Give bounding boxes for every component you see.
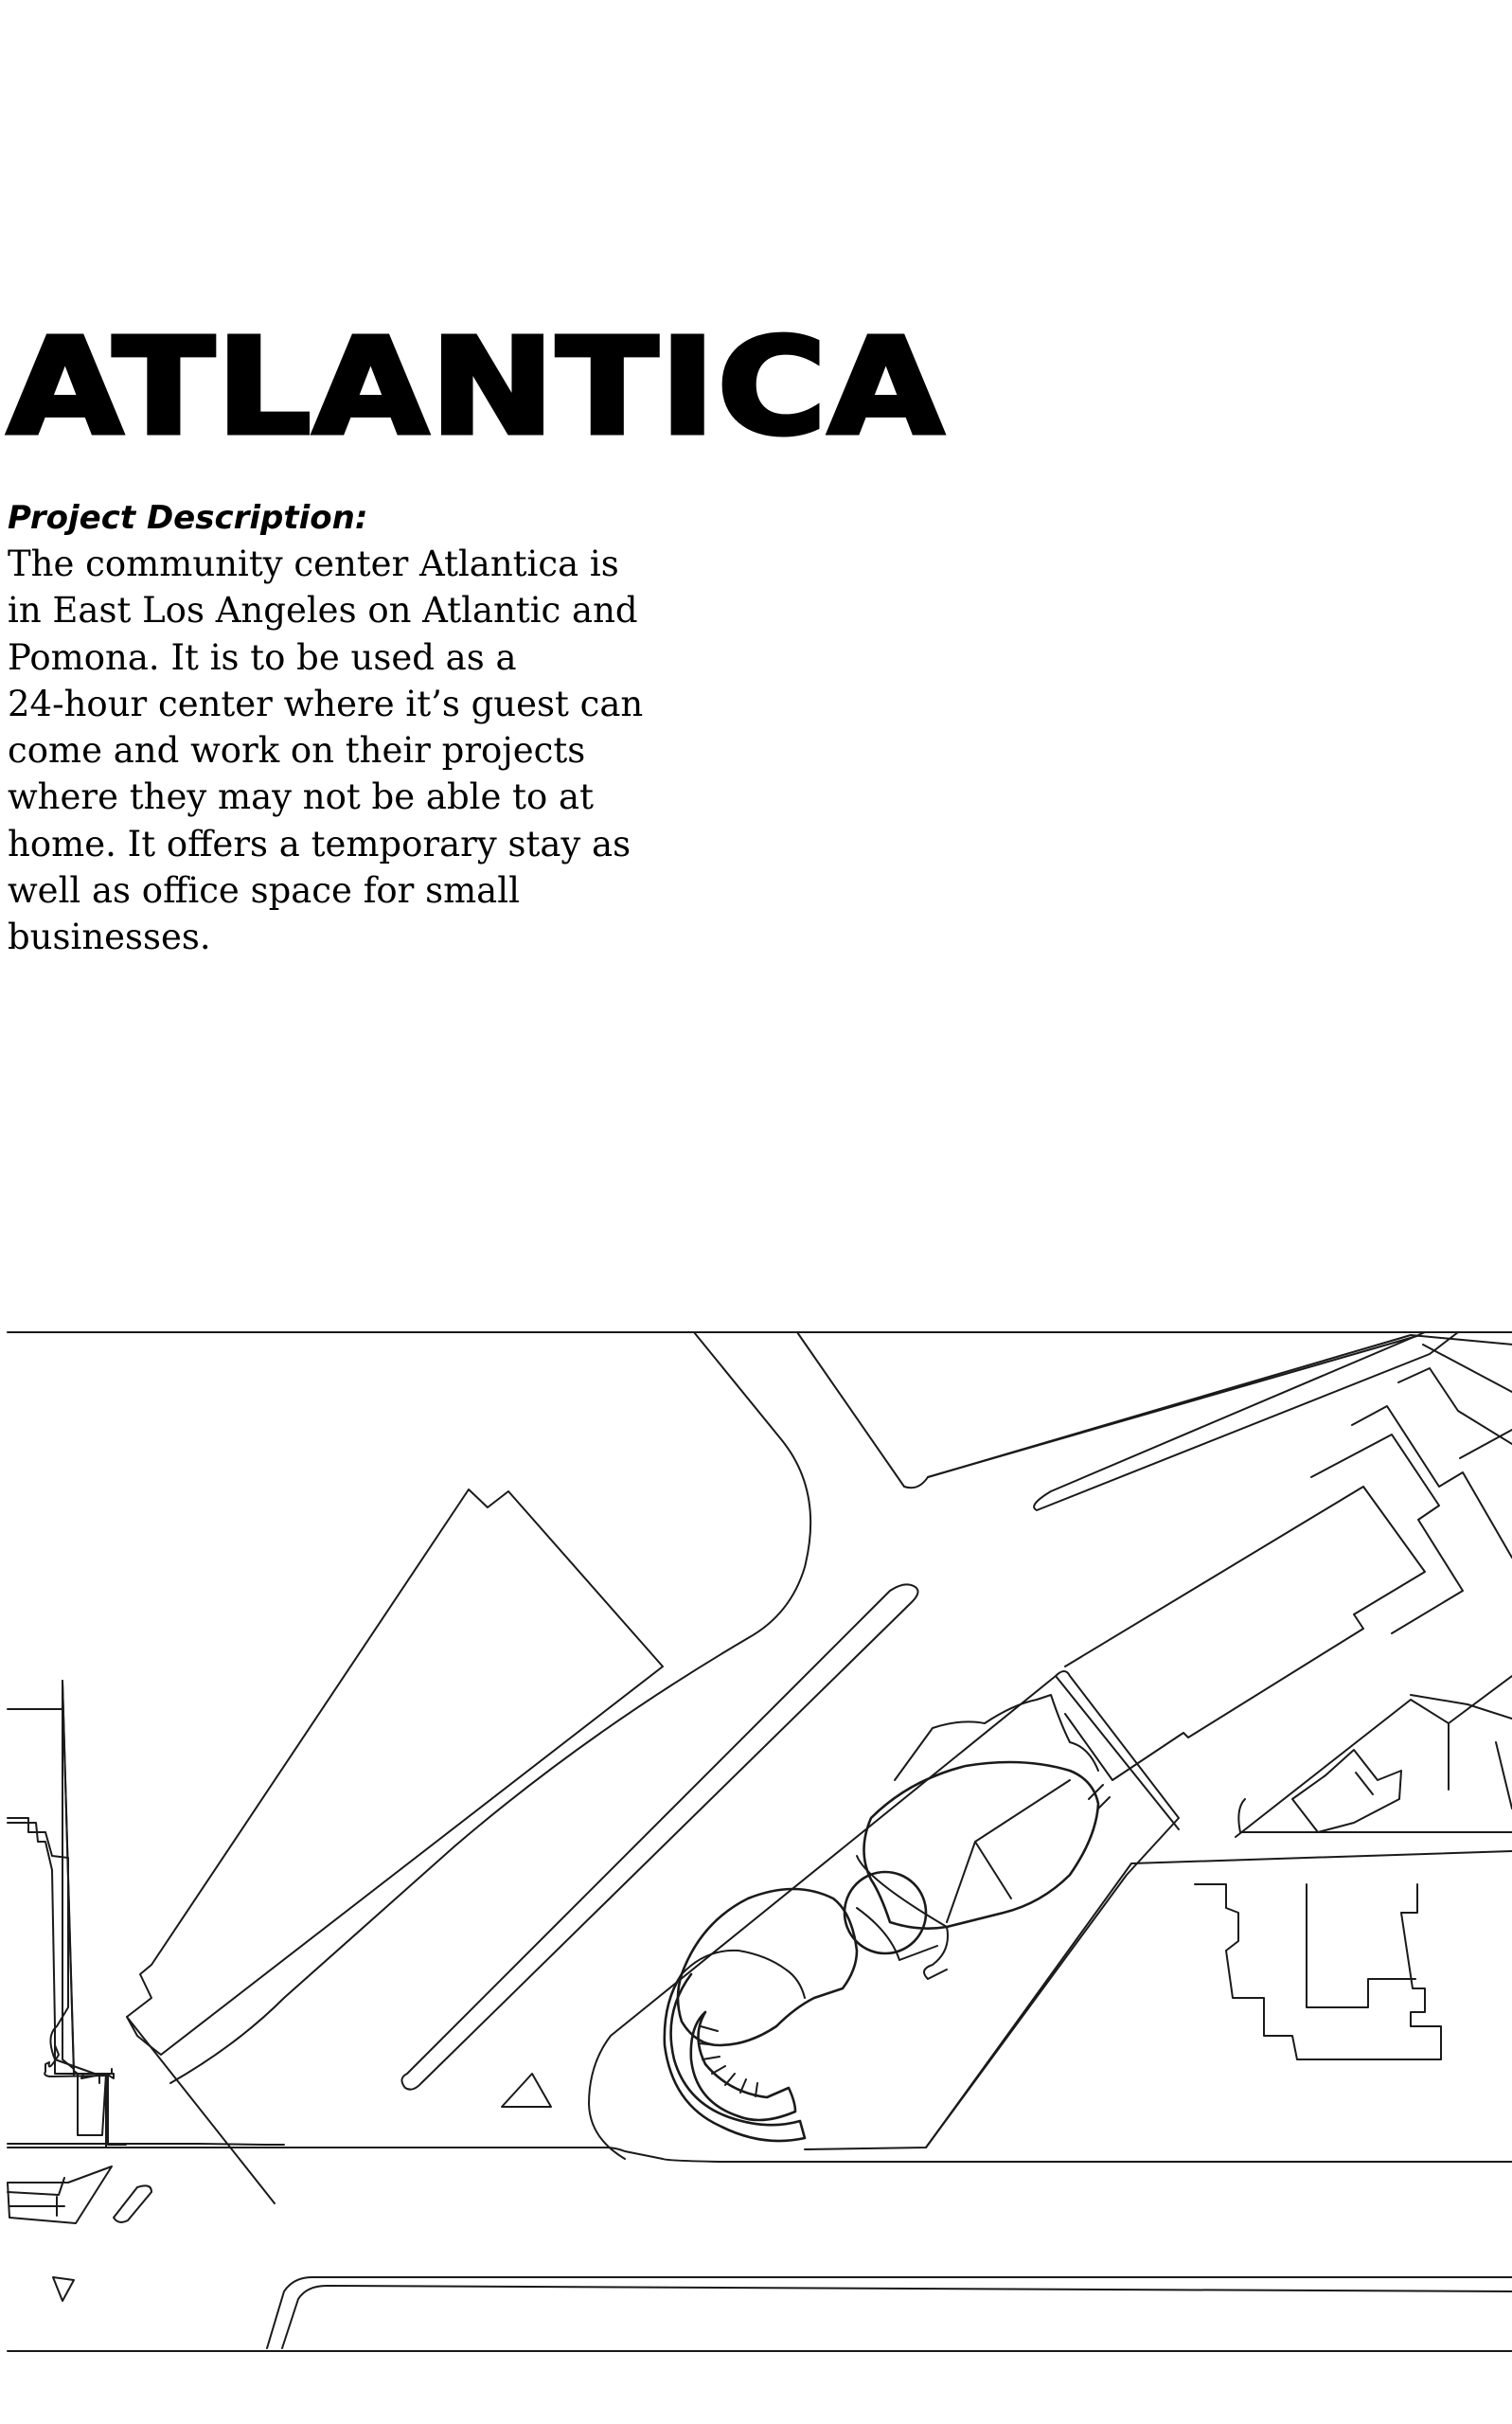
description-line: where they may not be able to at	[8, 776, 594, 818]
left-building-c	[8, 1823, 126, 2145]
street-curb-south	[8, 2148, 1512, 2162]
atlantica-west-lobe	[682, 1951, 805, 1998]
description-line: Pomona. It is to be used as a	[8, 636, 517, 678]
east-block-6	[1460, 1430, 1512, 1458]
atlantica-north-divider	[975, 1842, 1011, 1898]
description-line: come and work on their projects	[8, 730, 586, 772]
top-island	[797, 1332, 1512, 1488]
lower-left-island	[114, 2185, 151, 2222]
atlantica-north-core	[947, 1780, 1070, 1922]
description-line: 24-hour center where it’s guest can	[8, 683, 644, 724]
project-title: ATLANTICA	[8, 311, 946, 465]
east-block-2	[1311, 1435, 1463, 1633]
right-small-building-inner	[1356, 1773, 1373, 1794]
southeast-building	[1195, 1884, 1441, 2059]
right-parcel-line	[1411, 1695, 1512, 1719]
southeast-building-inner	[1307, 1884, 1415, 2007]
lower-left-marker	[53, 2277, 74, 2301]
description-line: The community center Atlantica is	[8, 544, 619, 584]
description-body	[8, 541, 642, 961]
atlantica-main-volume	[678, 1889, 857, 2045]
site-edge-line	[1056, 1676, 1179, 1829]
atlantica-round-tower	[845, 1872, 926, 1953]
right-parcel-line-2	[1496, 1742, 1512, 1809]
right-small-building	[1292, 1750, 1401, 1832]
left-vertical-1	[62, 1683, 74, 2076]
median-strip	[401, 1584, 917, 2089]
site-plan-drawing	[0, 1316, 1512, 2377]
left-building-outline	[8, 1681, 114, 2083]
east-block-4	[1398, 1368, 1512, 1444]
road-curb-top-left	[170, 1332, 810, 2083]
left-building-b	[8, 1818, 95, 2074]
warehouse-block	[127, 1489, 663, 2055]
description-line: businesses.	[8, 917, 211, 958]
right-parcel-north	[1238, 1799, 1512, 1832]
right-parcel-road	[1236, 1700, 1449, 1837]
bottom-curb-inner	[282, 2286, 1512, 2348]
description-heading: Project Description:	[8, 499, 368, 537]
east-block	[1065, 1487, 1425, 1780]
atlantica-landscape-edge	[895, 1695, 1098, 1780]
atlantica-north-volume	[864, 1762, 1099, 1929]
street-curb-south-inner	[8, 2144, 284, 2145]
atlantica-stair-treads	[699, 2026, 757, 2096]
description-line: home. It offers a temporary stay as	[8, 823, 631, 864]
warehouse-inner-edge	[127, 2017, 275, 2203]
description-line: in East Los Angeles on Atlantic and	[8, 590, 638, 632]
east-block-5	[1423, 1345, 1512, 1392]
description-line: well as office space for small	[8, 870, 520, 912]
small-triangle-island	[502, 2074, 551, 2107]
top-right-median	[1034, 1332, 1458, 1510]
